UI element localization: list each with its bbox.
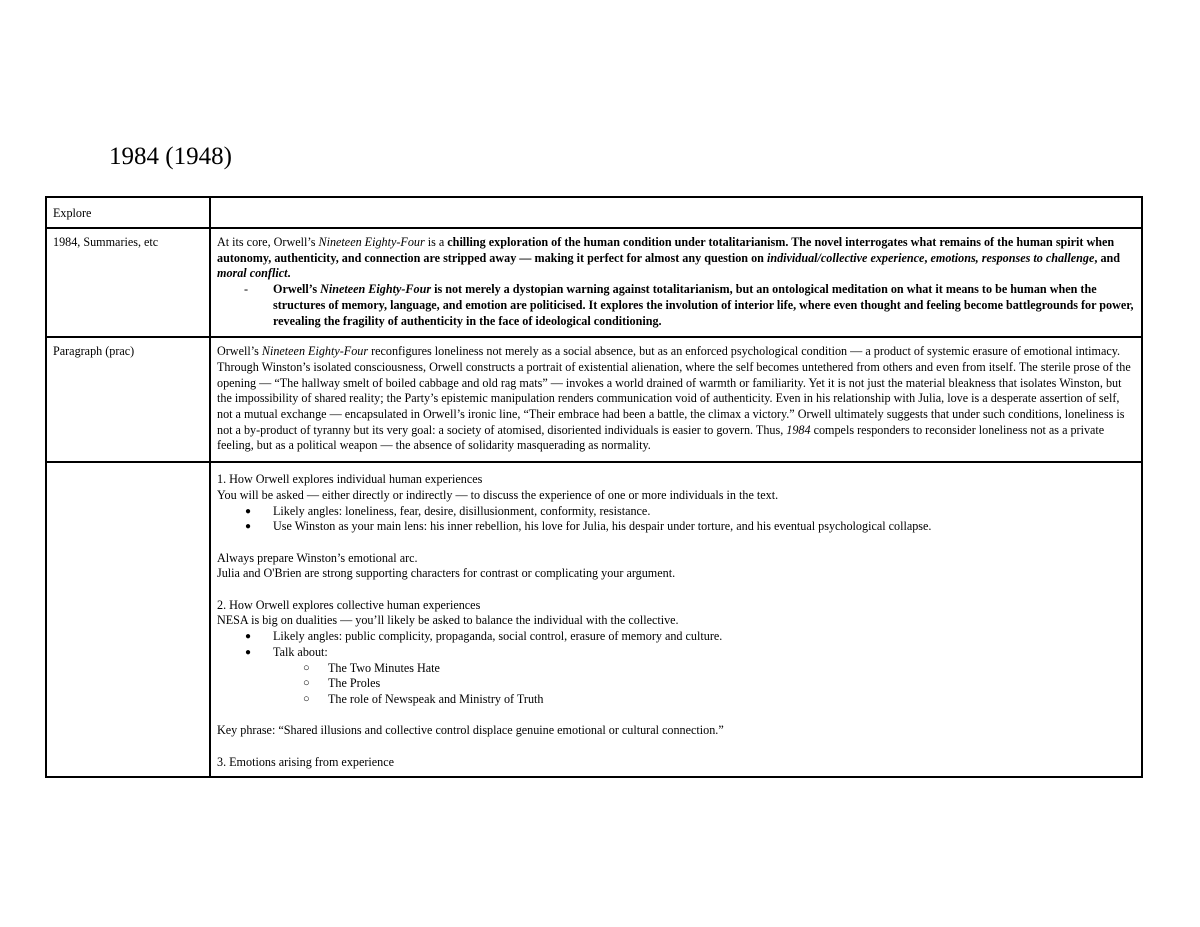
dash-item-book-title: Nineteen Eighty-Four — [320, 282, 432, 297]
section-3-title: 3. Emotions arising from experience — [217, 754, 394, 769]
table-row-summaries — [46, 228, 1142, 337]
explore-content-cell — [210, 197, 1142, 228]
summary-bold-text: chilling exploration of the human condition under totalitarianism. The novel interrogates what remains of the human spirit when autonomy, authenticity, and connection are stripped away — making it perfect for almost any question on — [217, 235, 1115, 265]
section-1-title: 1. How Orwell explores individual human experiences — [217, 472, 483, 487]
summary-bold-text: , and — [1094, 250, 1121, 265]
row-label-explore: Explore — [46, 197, 210, 228]
summaries-content-cell — [210, 228, 1142, 337]
section-2-sub-bullets — [273, 661, 1134, 708]
section-2-bullets — [217, 629, 1134, 708]
summary-bold-italic-text: moral conflict — [217, 266, 288, 281]
summary-bold-text: , — [924, 250, 931, 265]
talk-about-label: Talk about: — [273, 644, 328, 659]
section-2-title: 2. How Orwell explores collective human experiences — [217, 597, 481, 612]
row-label-paragraph: Paragraph (prac) — [46, 337, 210, 462]
list-item: ○ The Proles — [273, 676, 1134, 692]
section-1-line: You will be asked — either directly or indirectly — to discuss the experience of one or more individuals in the text. — [217, 487, 779, 502]
list-item: ● Use Winston as your main lens: his inner rebellion, his love for Julia, his despair under torture, and his eventual psychological collapse. — [217, 519, 1134, 535]
paragraph-book-title: Nineteen Eighty-Four — [261, 344, 369, 359]
key-phrase: Key phrase: “Shared illusions and collective control displace genuine emotional or cultural connection.” — [217, 723, 724, 738]
table-row-paragraph — [46, 337, 1142, 462]
row-label-summaries: 1984, Summaries, etc — [46, 228, 210, 337]
section-1-prep-characters: Julia and O'Brien are strong supporting characters for contrast or complicating your argument. — [217, 566, 676, 581]
list-item: ○ The role of Newspeak and Ministry of Truth — [273, 692, 1134, 708]
dash-item-text: Orwell’s — [273, 282, 321, 297]
list-item: ○ The Two Minutes Hate — [273, 661, 1134, 677]
summary-text: is a — [424, 235, 448, 249]
list-item: ● Likely angles: public complicity, propaganda, social control, erasure of memory and culture. — [217, 629, 1134, 645]
paragraph-text: compels responders to reconsider loneliness not as a private feeling, but as a political weapon — the absence of solidarity masquerading as normality. — [217, 422, 1105, 453]
dash-item-text: is not merely a dystopian warning against totalitarianism, but an ontological meditation on what it means to be human when the structures of memory, language, and emotion are politicised. It explores the involution of interior life, where even thought and feeling become battlegrounds for power, revealing the fragility of authenticity in the face of ideological conditioning. — [273, 282, 1134, 328]
notes-content-cell — [210, 462, 1142, 777]
list-item — [217, 645, 1134, 708]
summary-bold-italic-text: emotions, responses to challenge — [930, 250, 1095, 265]
paragraph-content-cell — [210, 337, 1142, 462]
section-1-bullets — [217, 504, 1134, 535]
table-row-explore — [46, 197, 1142, 228]
summary-bold-text: . — [287, 266, 291, 281]
practice-paragraph — [217, 344, 1134, 454]
paragraph-book-title: 1984 — [786, 422, 811, 437]
list-item: ● Likely angles: loneliness, fear, desire, disillusionment, conformity, resistance. — [217, 504, 1134, 520]
row-label-notes — [46, 462, 210, 777]
section-1-prep-arc: Always prepare Winston’s emotional arc. — [217, 550, 418, 565]
summary-bold-italic-text: individual/collective experience — [766, 250, 925, 265]
summary-dash-item — [217, 282, 1134, 329]
paragraph-text: Orwell’s — [217, 344, 262, 359]
summary-dash-list — [217, 282, 1134, 329]
summary-text: At its core, Orwell’s — [217, 235, 319, 249]
summary-intro-paragraph — [217, 235, 1134, 282]
paragraph-text: reconfigures loneliness not merely as a social absence, but as an enforced psychological condition — a product of systemic erasure of emotional intimacy. Through Winston’s isolated consciousness, Orwell constructs a portrait of existential alienation, where the self becomes untethered from others and even from itself. The sterile prose of the opening — “The hallway smelt of boiled cabbage and old rag mats” — invokes a world drained of warmth or familiarity. Yet it is not just the material bleakness that isolates Winston, but the impossibility of shared reality; the Party’s epistemic manipulation renders communication void of authenticity. Even in his relationship with Julia, love is a desperate assertion of self, not a mutual exchange — encapsulated in Orwell’s ironic line, “Their embrace had been a battle, the climax a victory.” Orwell ultimately suggests that under such conditions, loneliness is not a by-product of tyranny but its very goal: a society of atomised, disoriented individuals is easier to govern. Thus, — [217, 344, 1131, 437]
summary-book-title: Nineteen Eighty-Four — [318, 235, 425, 249]
notes-table — [45, 196, 1143, 778]
table-row-notes — [46, 462, 1142, 777]
section-2-line: NESA is big on dualities — you’ll likely be asked to balance the individual with the collective. — [217, 613, 679, 628]
document-title: 1984 (1948) — [109, 143, 232, 170]
